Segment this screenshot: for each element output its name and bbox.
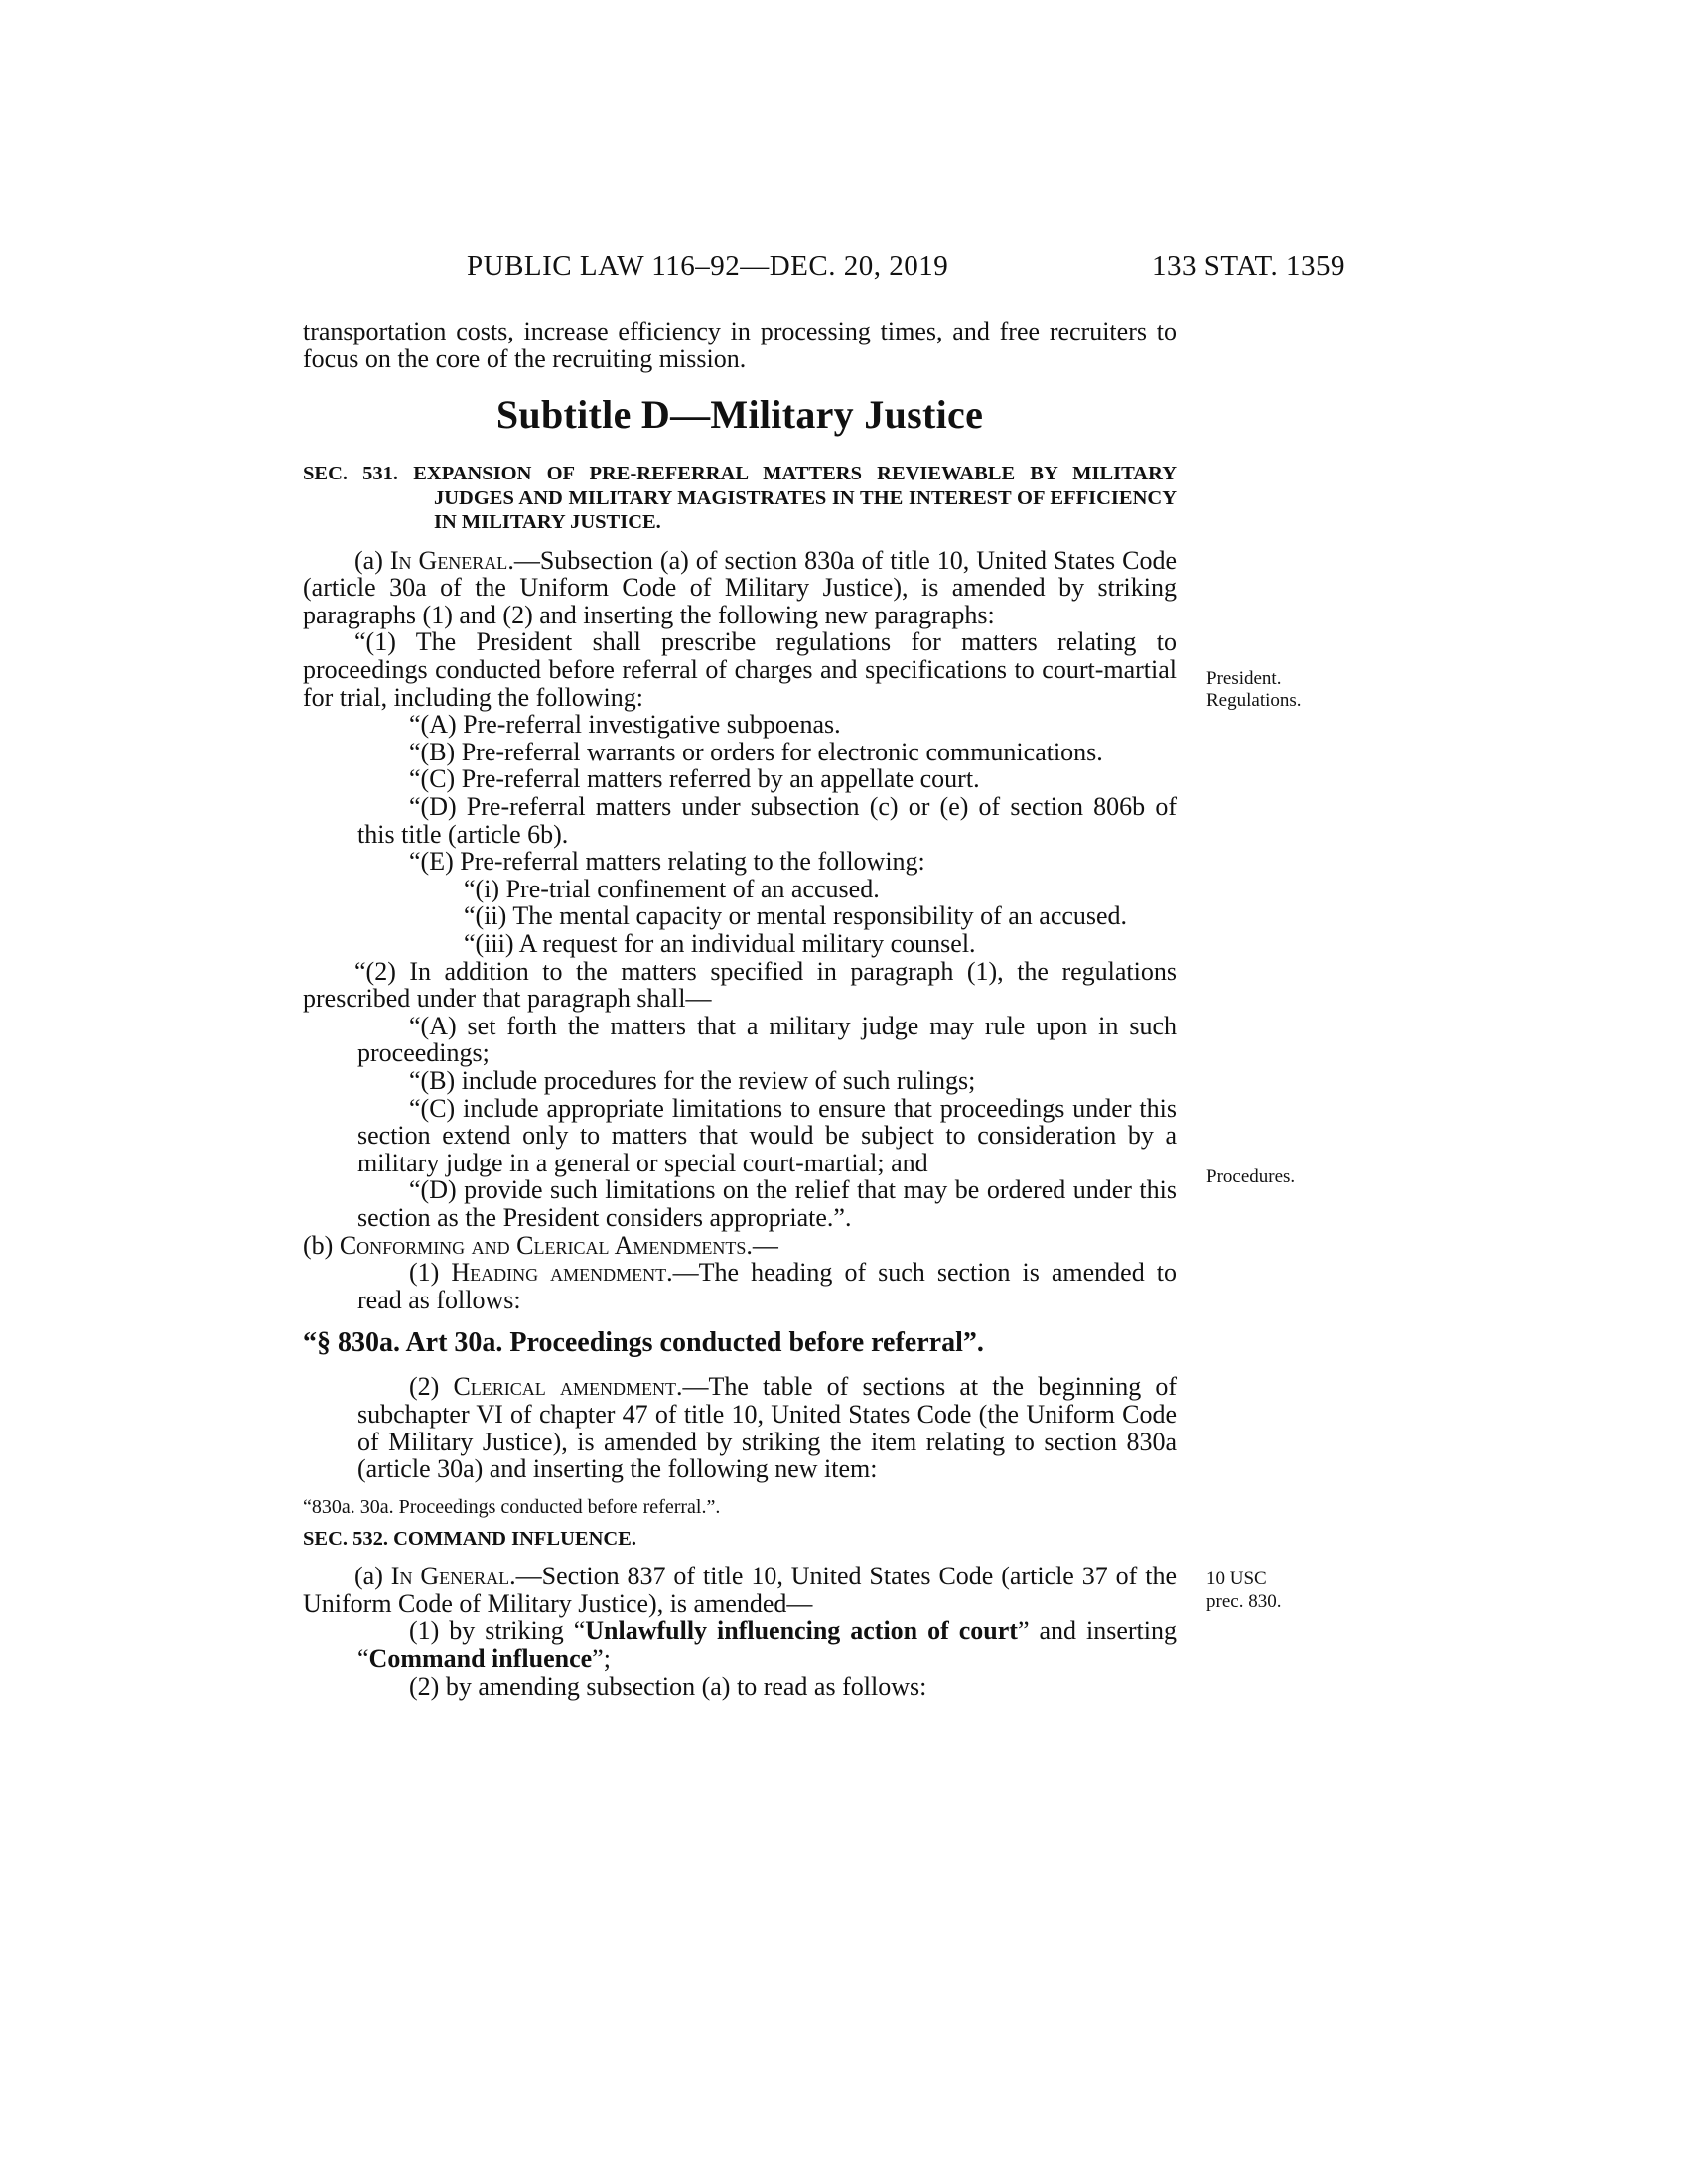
sec532-subsection-a (303, 1563, 1177, 1617)
sec531-a-label: (a) (354, 545, 390, 575)
b-caption: Conforming and Clerical Amendments (339, 1230, 747, 1260)
subtitle-heading: Subtitle D—Military Justice (495, 392, 984, 438)
sec532-a-caption: In General (390, 1562, 510, 1591)
clerical-item: “830a. 30a. Proceedings conducted before referral.”. (303, 1495, 721, 1518)
paragraph-1-E-iii: “(iii) A request for an individual military counsel. (464, 929, 976, 958)
subsection-b-2 (357, 1373, 1177, 1482)
article-heading: “§ 830a. Art 30a. Proceedings conducted before referral”. (303, 1327, 984, 1359)
s532-1-pre: (1) by striking “ (409, 1616, 586, 1646)
sec531-a-text: .—Subsection (a) of section 830a of title 10, United States Code (article 30a of the Uniform Code of Military Justice), is amended by striking paragraphs (1) and (2) and inserting the following new paragraphs: (303, 545, 1178, 629)
running-head: PUBLIC LAW 116–92—DEC. 20, 2019 (467, 250, 949, 282)
subsection-b (303, 1232, 1177, 1260)
paragraph-1-B: “(B) Pre-referral warrants or orders for electronic communications. (409, 737, 1103, 766)
margin-note-regulations: Regulations. (1206, 690, 1302, 711)
b-tail: .— (746, 1230, 778, 1260)
sec531-a-caption: In General (389, 545, 508, 575)
paragraph-1-E-i: “(i) Pre-trial confinement of an accused. (464, 874, 880, 903)
margin-note-president: President. (1206, 668, 1282, 689)
paragraph-1-C: “(C) Pre-referral matters referred by an appellate court. (409, 764, 980, 794)
paragraph-1: “(1) The President shall prescribe regulations for matters relating to proceedings conducted before referral of charges and specifications to court-martial for trial, including the following: (303, 627, 1177, 712)
b-label: (b) (303, 1230, 340, 1260)
b1-text: .—The heading of such section is amended to read as follows: (357, 1258, 1177, 1314)
paragraph-2-D: “(D) provide such limitations on the relief that may be ordered under this section as the President considers appropriate.”. (357, 1175, 1177, 1232)
s532-1-mid: ” and inserting “ (357, 1616, 1177, 1673)
paragraph-1-D: “(D) Pre-referral matters under subsection (c) or (e) of section 806b of this title (article 6b). (357, 792, 1177, 849)
sec532-item-1 (357, 1617, 1177, 1672)
paragraph-1-E-ii: “(ii) The mental capacity or mental responsibility of an accused. (464, 901, 1128, 931)
s532-1-bold2: Command influence (368, 1643, 593, 1673)
paragraph-1-A: “(A) Pre-referral investigative subpoenas. (409, 710, 841, 740)
sec532-item-2: (2) by amending subsection (a) to read as follows: (409, 1671, 927, 1701)
paragraph-2-B: “(B) include procedures for the review of such rulings; (409, 1065, 976, 1095)
paragraph-2-A: “(A) set forth the matters that a military judge may rule upon in such proceedings; (357, 1011, 1177, 1068)
subsection-b-1 (357, 1259, 1177, 1313)
margin-note-usc: 10 USC (1206, 1569, 1267, 1589)
margin-note-procedures: Procedures. (1206, 1166, 1296, 1187)
sec531-subsection-a (303, 547, 1177, 629)
paragraph-2: “(2) In addition to the matters specified in paragraph (1), the regulations prescribed under that paragraph shall— (303, 956, 1177, 1014)
b2-text: .—The table of sections at the beginning of subchapter VI of chapter 47 of title 10, United States Code (the Uniform Code of Military Justice), is amended by striking the item relating to section 830a (article 30a) and inserting the following new item: (357, 1372, 1177, 1484)
b2-label: (2) (409, 1372, 454, 1402)
margin-note-prec: prec. 830. (1206, 1591, 1282, 1612)
b1-label: (1) (409, 1258, 452, 1288)
sec532-a-text: .—Section 837 of title 10, United States Code (article 37 of the Uniform Code of Military Justice), is amended— (303, 1562, 1177, 1618)
sec532-a-label: (a) (354, 1562, 391, 1591)
section-532-heading: SEC. 532. COMMAND INFLUENCE. (303, 1527, 636, 1550)
intro-paragraph: transportation costs, increase efficiency in processing times, and free recruiters to focus on the core of the recruiting mission. (303, 317, 1177, 373)
section-531-heading: SEC. 531. EXPANSION OF PRE-REFERRAL MATTERS REVIEWABLE BY MILITARY JUDGES AND MILITARY MAGISTRATES IN THE INTEREST OF EFFICIENCY IN MILITARY JUSTICE. (303, 463, 1177, 534)
b1-caption: Heading amendment (451, 1258, 667, 1288)
body-column (303, 318, 1177, 1700)
page-number: 133 STAT. 1359 (1152, 250, 1346, 282)
s532-1-post: ”; (592, 1643, 611, 1673)
s532-1-bold1: Unlawfully influencing action of court (585, 1616, 1018, 1646)
b2-caption: Clerical amendment (453, 1372, 676, 1402)
paragraph-1-E: “(E) Pre-referral matters relating to the following: (409, 847, 925, 877)
paragraph-2-C: “(C) include appropriate limitations to ensure that proceedings under this section extend only to matters that would be subject to consideration by a military judge in a general or special court-martial; and (357, 1093, 1177, 1177)
